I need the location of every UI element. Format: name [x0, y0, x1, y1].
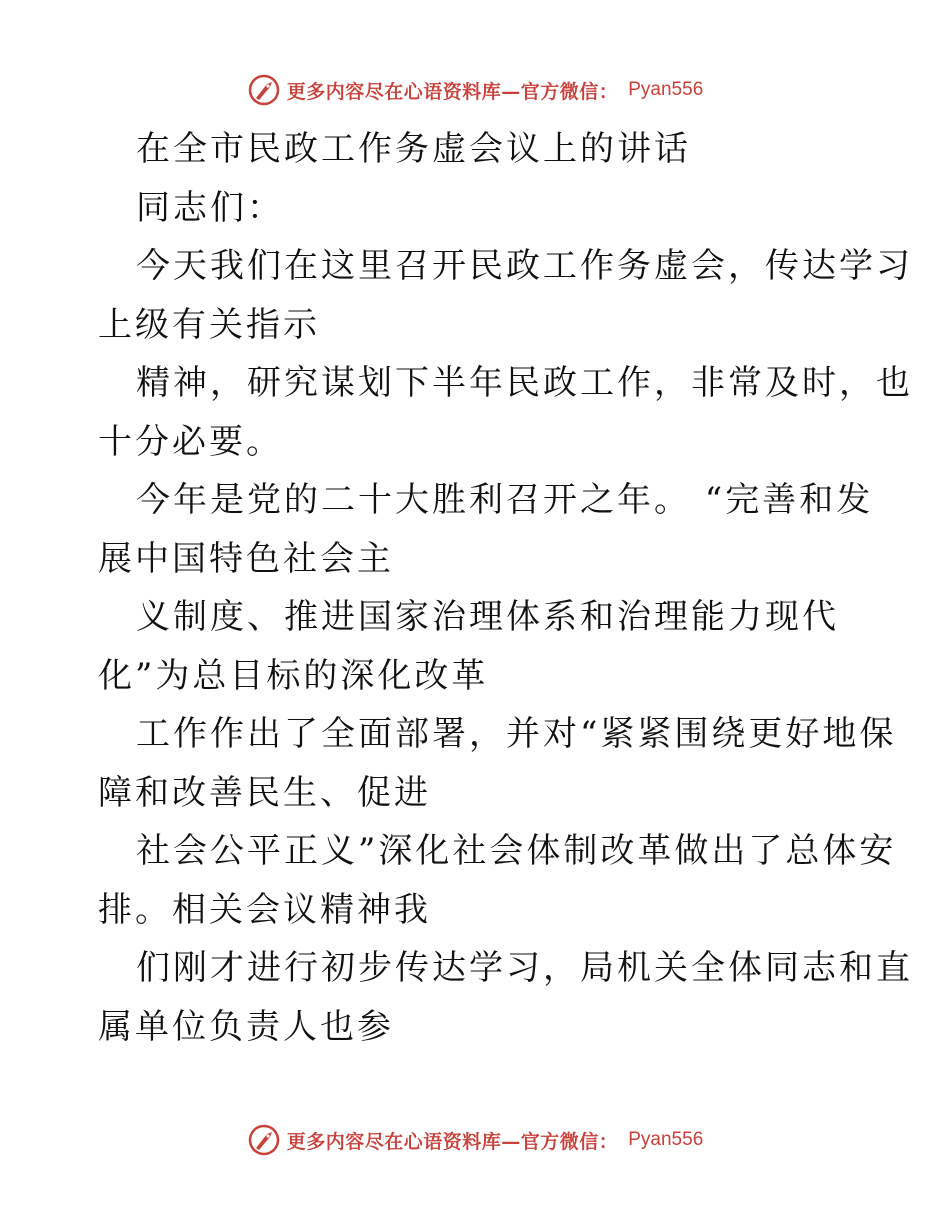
salutation: 同志们：	[136, 187, 284, 228]
wechat-id: Pyan556	[628, 1129, 704, 1150]
watermark-text: 更多内容尽在心语资料库—官方微信：	[286, 1130, 619, 1153]
text-line: 精神，研究谋划下半年民政工作，非常及时，也	[136, 363, 913, 403]
wechat-id: Pyan556	[628, 79, 704, 100]
text-line: 属单位负责人也参	[98, 1006, 394, 1047]
document-body	[98, 120, 913, 1056]
text-line: 今年是党的二十大胜利召开之年。 “完善和发	[136, 480, 874, 520]
pen-nib-logo-icon	[247, 73, 281, 107]
text-line: 今天我们在这里召开民政工作务虚会，传达学习	[136, 246, 913, 286]
text-line: 工作作出了全面部署，并对“紧紧围绕更好地保	[136, 714, 897, 754]
header-watermark-banner	[0, 70, 950, 110]
footer-watermark-banner	[0, 1120, 950, 1160]
watermark-text: 更多内容尽在心语资料库—官方微信：	[286, 80, 619, 103]
text-line: 义制度、推进国家治理体系和治理能力现代	[136, 597, 839, 637]
text-line: 们刚才进行初步传达学习，局机关全体同志和直	[136, 948, 913, 988]
pen-nib-logo-icon	[247, 1123, 281, 1157]
text-line: 十分必要。	[98, 421, 283, 462]
text-line: 展中国特色社会主	[98, 538, 394, 579]
text-line: 社会公平正义”深化社会体制改革做出了总体安	[136, 831, 897, 871]
text-line: 排。相关会议精神我	[98, 889, 431, 930]
text-line: 障和改善民生、促进	[98, 772, 431, 813]
text-line: 化”为总目标的深化改革	[98, 655, 489, 696]
text-line: 上级有关指示	[98, 304, 320, 345]
document-title: 在全市民政工作务虚会议上的讲话	[136, 129, 691, 169]
